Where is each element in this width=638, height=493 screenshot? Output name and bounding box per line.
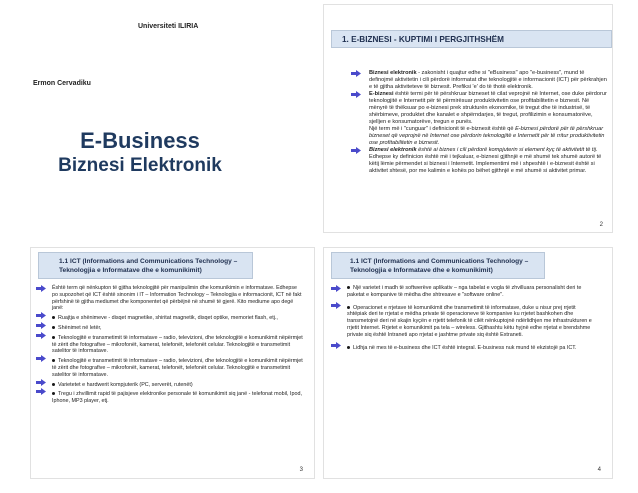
paragraph-2-text: është termi për të përshkruar bizneset të cilat veprojnë në Internet, ose duke përdorur teknologjitë e Internetit për të përmirësuar produktivitetin ose profitabilitetin e biznesit. Në mënyrë të thëksuar po e-biznesi prek strukturën ekonomike, të tregut dhe të industrisë, të shërbimeve, produktet dhe kanalet e shpërndarjes, të tregut, profilizimin e konsumatorëve, sjelljen e konsumatorëve, tregun e punës. [369, 91, 607, 125]
bullet-dot-icon [52, 326, 55, 329]
paragraph-ebiznesi [351, 91, 608, 147]
list-item-text: Lidhja në mes të e-business dhe ICT është integral. E-business nuk mund të ekzistojë pa ICT. [353, 344, 577, 351]
list-item-text: Një varietet i madh të softwerëve aplikativ – nga tabelat e vogla të zhvilluara personalisht deri te paketat e kompanive të mëdha dhe shtresave e "software online". [347, 285, 582, 298]
right-arrow-icon [351, 70, 361, 77]
list-item [331, 285, 601, 299]
page-number: 4 [597, 467, 601, 473]
slide-4-body [331, 285, 601, 351]
right-arrow-icon [351, 91, 361, 98]
slide-2-title-text: 1. E-BIZNESI - KUPTIMI I PERGJITHSHËM [342, 34, 504, 44]
slide-3-title-text: 1.1 ICT (Informations and Communications Technology – Teknologjia e Informatave dhe e komunikimit) [59, 257, 238, 274]
list-item [331, 302, 601, 339]
page-number: 3 [299, 467, 303, 473]
list-item [36, 388, 309, 405]
list-item-text: Tregu i zhvillimit rapid të pajisjeve elektronike personale të komunikimit siq janë - telefonat mobil, Ipod, Iphone, MP3 player, etj. [52, 391, 302, 405]
intro-paragraph [36, 285, 309, 312]
paragraph-4-text: Edhepse ky definicion është më i tejkaluar, e-biznesi gjithnjë e më shumë tek shumë autorë të këtij lëmie përmendet si biznesi i Internetit. Implementimi më i shpeshtë i e-biznesit është si aktivitet shtesë, por me kalimin e kohës po bëhet gjithnjë e më shumë si aktivitet primar. [369, 154, 602, 174]
paragraph-kompjuter [351, 147, 608, 175]
list-item [36, 332, 309, 355]
intro-text: Është term që nënkupton të gjitha teknologjitë për manipulimin dhe komunikimin e informatave. Edhepse po supozohet që ICT është sinonim i IT – Information Technology – Teknologjia e informacionit, ICT në fakt përfshinë të gjitha mediumet dhe komponentet që përbëjnë në shumë të gjerë. Kito mediume apo degë janë: [52, 285, 302, 312]
slide-4 [323, 247, 613, 479]
list-item [331, 342, 601, 352]
right-arrow-icon [36, 312, 46, 319]
bullet-dot-icon [52, 359, 55, 362]
list-item [36, 322, 309, 332]
right-arrow-icon [331, 285, 341, 292]
slide-1 [0, 0, 315, 233]
list-item [36, 312, 309, 322]
right-arrow-icon [351, 147, 361, 154]
list-item-text: Ruajtja e shënimeve - disqet magnetike, shiritat magnetik, disqet optike, memoriet flash, etj., [58, 315, 278, 322]
slide-2 [323, 4, 613, 233]
paragraph-1-text: - zakonisht i quajtur edhe si "eBusiness" apo "e-business", mund të definojmë aktivitetin i cili përdorë informatat dhe teknologjitë e informacionit (ICT) për përkrahjen e të gjitha aktiviteteve të biznesit. Prefiksi 'e' do të thotë elektronik. [369, 70, 607, 90]
slide-2-title [331, 30, 612, 48]
right-arrow-icon [36, 285, 46, 292]
right-arrow-icon [36, 379, 46, 386]
title-line-1: E-Business [80, 128, 200, 153]
title-line-2: Biznesi Elektronik [58, 155, 222, 176]
slide-4-title-text: 1.1 ICT (Informations and Communications Technology – Teknologjia e Informatave dhe e komunikimit) [350, 257, 529, 274]
page-number: 2 [599, 222, 603, 228]
right-arrow-icon [331, 302, 341, 309]
right-arrow-icon [36, 322, 46, 329]
slide-1-title [55, 128, 225, 178]
list-item-text: Varietetet e hardwerit kompjuterik (PC, serverët, rutenët) [58, 381, 193, 388]
slide-2-body [351, 70, 608, 175]
bullet-dot-icon [52, 316, 55, 319]
term-ebiznesi: E-biznesi [369, 91, 394, 97]
right-arrow-icon [331, 342, 341, 349]
bullet-dot-icon [347, 286, 350, 289]
list-item-text: Operacionet e rrjetave të komunikimit dhe transmetimit të informatave, duke u nisur prej rrjetit shtëpiak deri te rrjetat e mëdha private të operacioneve të kompanive ku rrjetet bashkohen dhe transmetojnë deri në skajin kyçën e rrjetit telefonik të cilët nënkuptojnë ndërlidhjen me infrastrukturen e rrjetit Internet. Rrjetet e komunikimit pa tela – wireless. Gjithashtu këtu hyjnë edhe rrjetat e brendshme private siq është Intraneti apo rrjetat e jashtme private siq është Extraneti. [347, 304, 592, 338]
bullet-dot-icon [52, 392, 55, 395]
paragraph-definition [351, 70, 608, 91]
term-biznesi-elektronik-2: Biznesi elektronik [369, 147, 417, 153]
paragraph-4-italic: është ai biznes i cili përdorë kompjuterin si element kyç të aktivitetit të tij. [416, 147, 598, 153]
bullet-dot-icon [347, 346, 350, 349]
list-item [36, 379, 309, 389]
bullet-dot-icon [347, 306, 350, 309]
right-arrow-icon [36, 355, 46, 362]
paragraph-3-italic: E-biznesi përdorë për të përshkruar bizneset që veprojnë në Internet ose përdorin teknologjitë e Internetit për të rritur produktivitetin ose profitabilitetin e biznesit. [369, 126, 605, 146]
slide-4-title [331, 252, 545, 279]
right-arrow-icon [36, 388, 46, 395]
paragraph-3-text: Një term më i "cunguar" i definicionit të e-biznesit është që [369, 126, 516, 132]
list-item-text: Shënimet në letër, [58, 324, 102, 331]
bullet-dot-icon [52, 336, 55, 339]
slide-3-body [36, 285, 309, 405]
term-biznesi-elektronik: Biznesi elektronik [369, 70, 417, 76]
author-name: Ermon Cervadiku [33, 80, 91, 87]
university-name: Universiteti ILIRIA [138, 23, 199, 30]
right-arrow-icon [36, 332, 46, 339]
list-item-text: Teknologjitë e transmetimit të informatave – radio, televizioni, dhe teknologjitë e komunikimit nëpërmjet të zërit dhe fotografive – mikrofonët, kamerat, telefonët, telefonët celular. Teknologjitë e transmetimit satelitor të informatave. [52, 334, 303, 355]
slide-3 [30, 247, 315, 479]
list-item-text: Teknologjitë e transmetimit të informatave – radio, televizioni, dhe teknologjitë e komunikimit nëpërmjet të zërit dhe fotografive – mikrofonët, kamerat, telefonët, telefonët celular. Teknologjitë e transmetimit satelitor të informatave. [52, 358, 303, 378]
list-item [36, 355, 309, 378]
slide-3-title [38, 252, 253, 279]
bullet-dot-icon [52, 383, 55, 386]
